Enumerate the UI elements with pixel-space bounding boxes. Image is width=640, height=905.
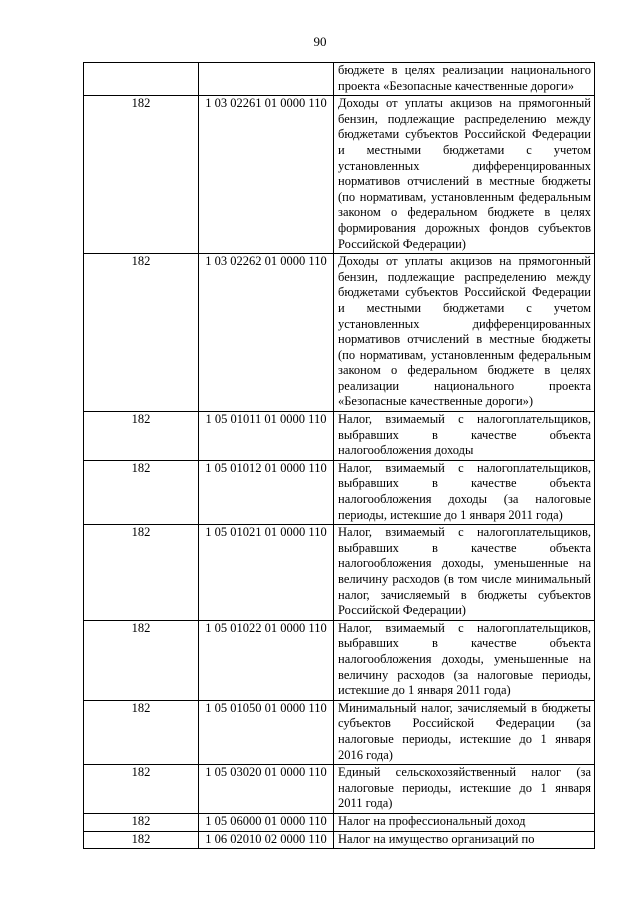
admin-code-cell: 182	[84, 700, 199, 764]
budget-code-cell	[199, 63, 334, 96]
admin-code-cell	[84, 63, 199, 96]
revenue-name-cell: Налог на имущество организаций по	[334, 831, 595, 849]
budget-code-cell: 1 06 02010 02 0000 110	[199, 831, 334, 849]
admin-code-cell: 182	[84, 831, 199, 849]
budget-code-cell: 1 05 03020 01 0000 110	[199, 765, 334, 814]
admin-code-cell: 182	[84, 96, 199, 254]
table-row	[84, 813, 595, 831]
admin-code-cell: 182	[84, 254, 199, 412]
budget-code-cell: 1 05 01050 01 0000 110	[199, 700, 334, 764]
table-row	[84, 254, 595, 412]
revenue-name-cell: Налог, взимаемый с налогоплательщиков, выбравших в качестве объекта налогообложения доходы, уменьшенные на величину расходов (за налоговые периоды, истекшие до 1 января 2011 года)	[334, 620, 595, 700]
revenue-name-cell: Налог, взимаемый с налогоплательщиков, выбравших в качестве объекта налогообложения доходы	[334, 412, 595, 461]
budget-code-cell: 1 05 01022 01 0000 110	[199, 620, 334, 700]
table-row	[84, 525, 595, 621]
budget-code-cell: 1 05 01011 01 0000 110	[199, 412, 334, 461]
revenue-name-cell: Налог, взимаемый с налогоплательщиков, выбравших в качестве объекта налогообложения доходы (за налоговые периоды, истекшие до 1 января 2011 года)	[334, 460, 595, 524]
page-number: 90	[313, 34, 327, 49]
revenue-name-cell: Доходы от уплаты акцизов на прямогонный бензин, подлежащие распределению между бюджетами субъектов Российской Федерации и местными бюджетами с учетом установленных дифференцированных нормативов отчислений в местные бюджеты (по нормативам, установленным федеральным законом о федеральном бюджете в целях реализации национального проекта «Безопасные качественные дороги»)	[334, 254, 595, 412]
table-row	[84, 96, 595, 254]
budget-code-cell: 1 05 01012 01 0000 110	[199, 460, 334, 524]
table-row	[84, 620, 595, 700]
table-row	[84, 412, 595, 461]
budget-code-cell: 1 03 02261 01 0000 110	[199, 96, 334, 254]
table-row	[84, 765, 595, 814]
admin-code-cell: 182	[84, 620, 199, 700]
revenue-codes-table	[83, 62, 595, 849]
revenue-name-cell: Налог на профессиональный доход	[334, 813, 595, 831]
admin-code-cell: 182	[84, 525, 199, 621]
revenue-name-cell: бюджете в целях реализации национального проекта «Безопасные качественные дороги»	[334, 63, 595, 96]
table-row	[84, 460, 595, 524]
revenue-name-cell: Доходы от уплаты акцизов на прямогонный бензин, подлежащие распределению между бюджетами субъектов Российской Федерации и местными бюджетами с учетом установленных дифференцированных нормативов отчислений в местные бюджеты (по нормативам, установленным федеральным законом о федеральном бюджете в целях формирования дорожных фондов субъектов Российской Федерации)	[334, 96, 595, 254]
admin-code-cell: 182	[84, 460, 199, 524]
table-row	[84, 831, 595, 849]
budget-code-cell: 1 05 06000 01 0000 110	[199, 813, 334, 831]
budget-code-cell: 1 05 01021 01 0000 110	[199, 525, 334, 621]
revenue-name-cell: Налог, взимаемый с налогоплательщиков, выбравших в качестве объекта налогообложения доходы, уменьшенные на величину расходов (в том числе минимальный налог, зачисляемый в бюджеты субъектов Российской Федерации)	[334, 525, 595, 621]
revenue-name-cell: Минимальный налог, зачисляемый в бюджеты субъектов Российской Федерации (за налоговые периоды, истекшие до 1 января 2016 года)	[334, 700, 595, 764]
budget-code-cell: 1 03 02262 01 0000 110	[199, 254, 334, 412]
admin-code-cell: 182	[84, 765, 199, 814]
table-row	[84, 700, 595, 764]
admin-code-cell: 182	[84, 813, 199, 831]
table-row	[84, 63, 595, 96]
revenue-name-cell: Единый сельскохозяйственный налог (за налоговые периоды, истекшие до 1 января 2011 года)	[334, 765, 595, 814]
admin-code-cell: 182	[84, 412, 199, 461]
